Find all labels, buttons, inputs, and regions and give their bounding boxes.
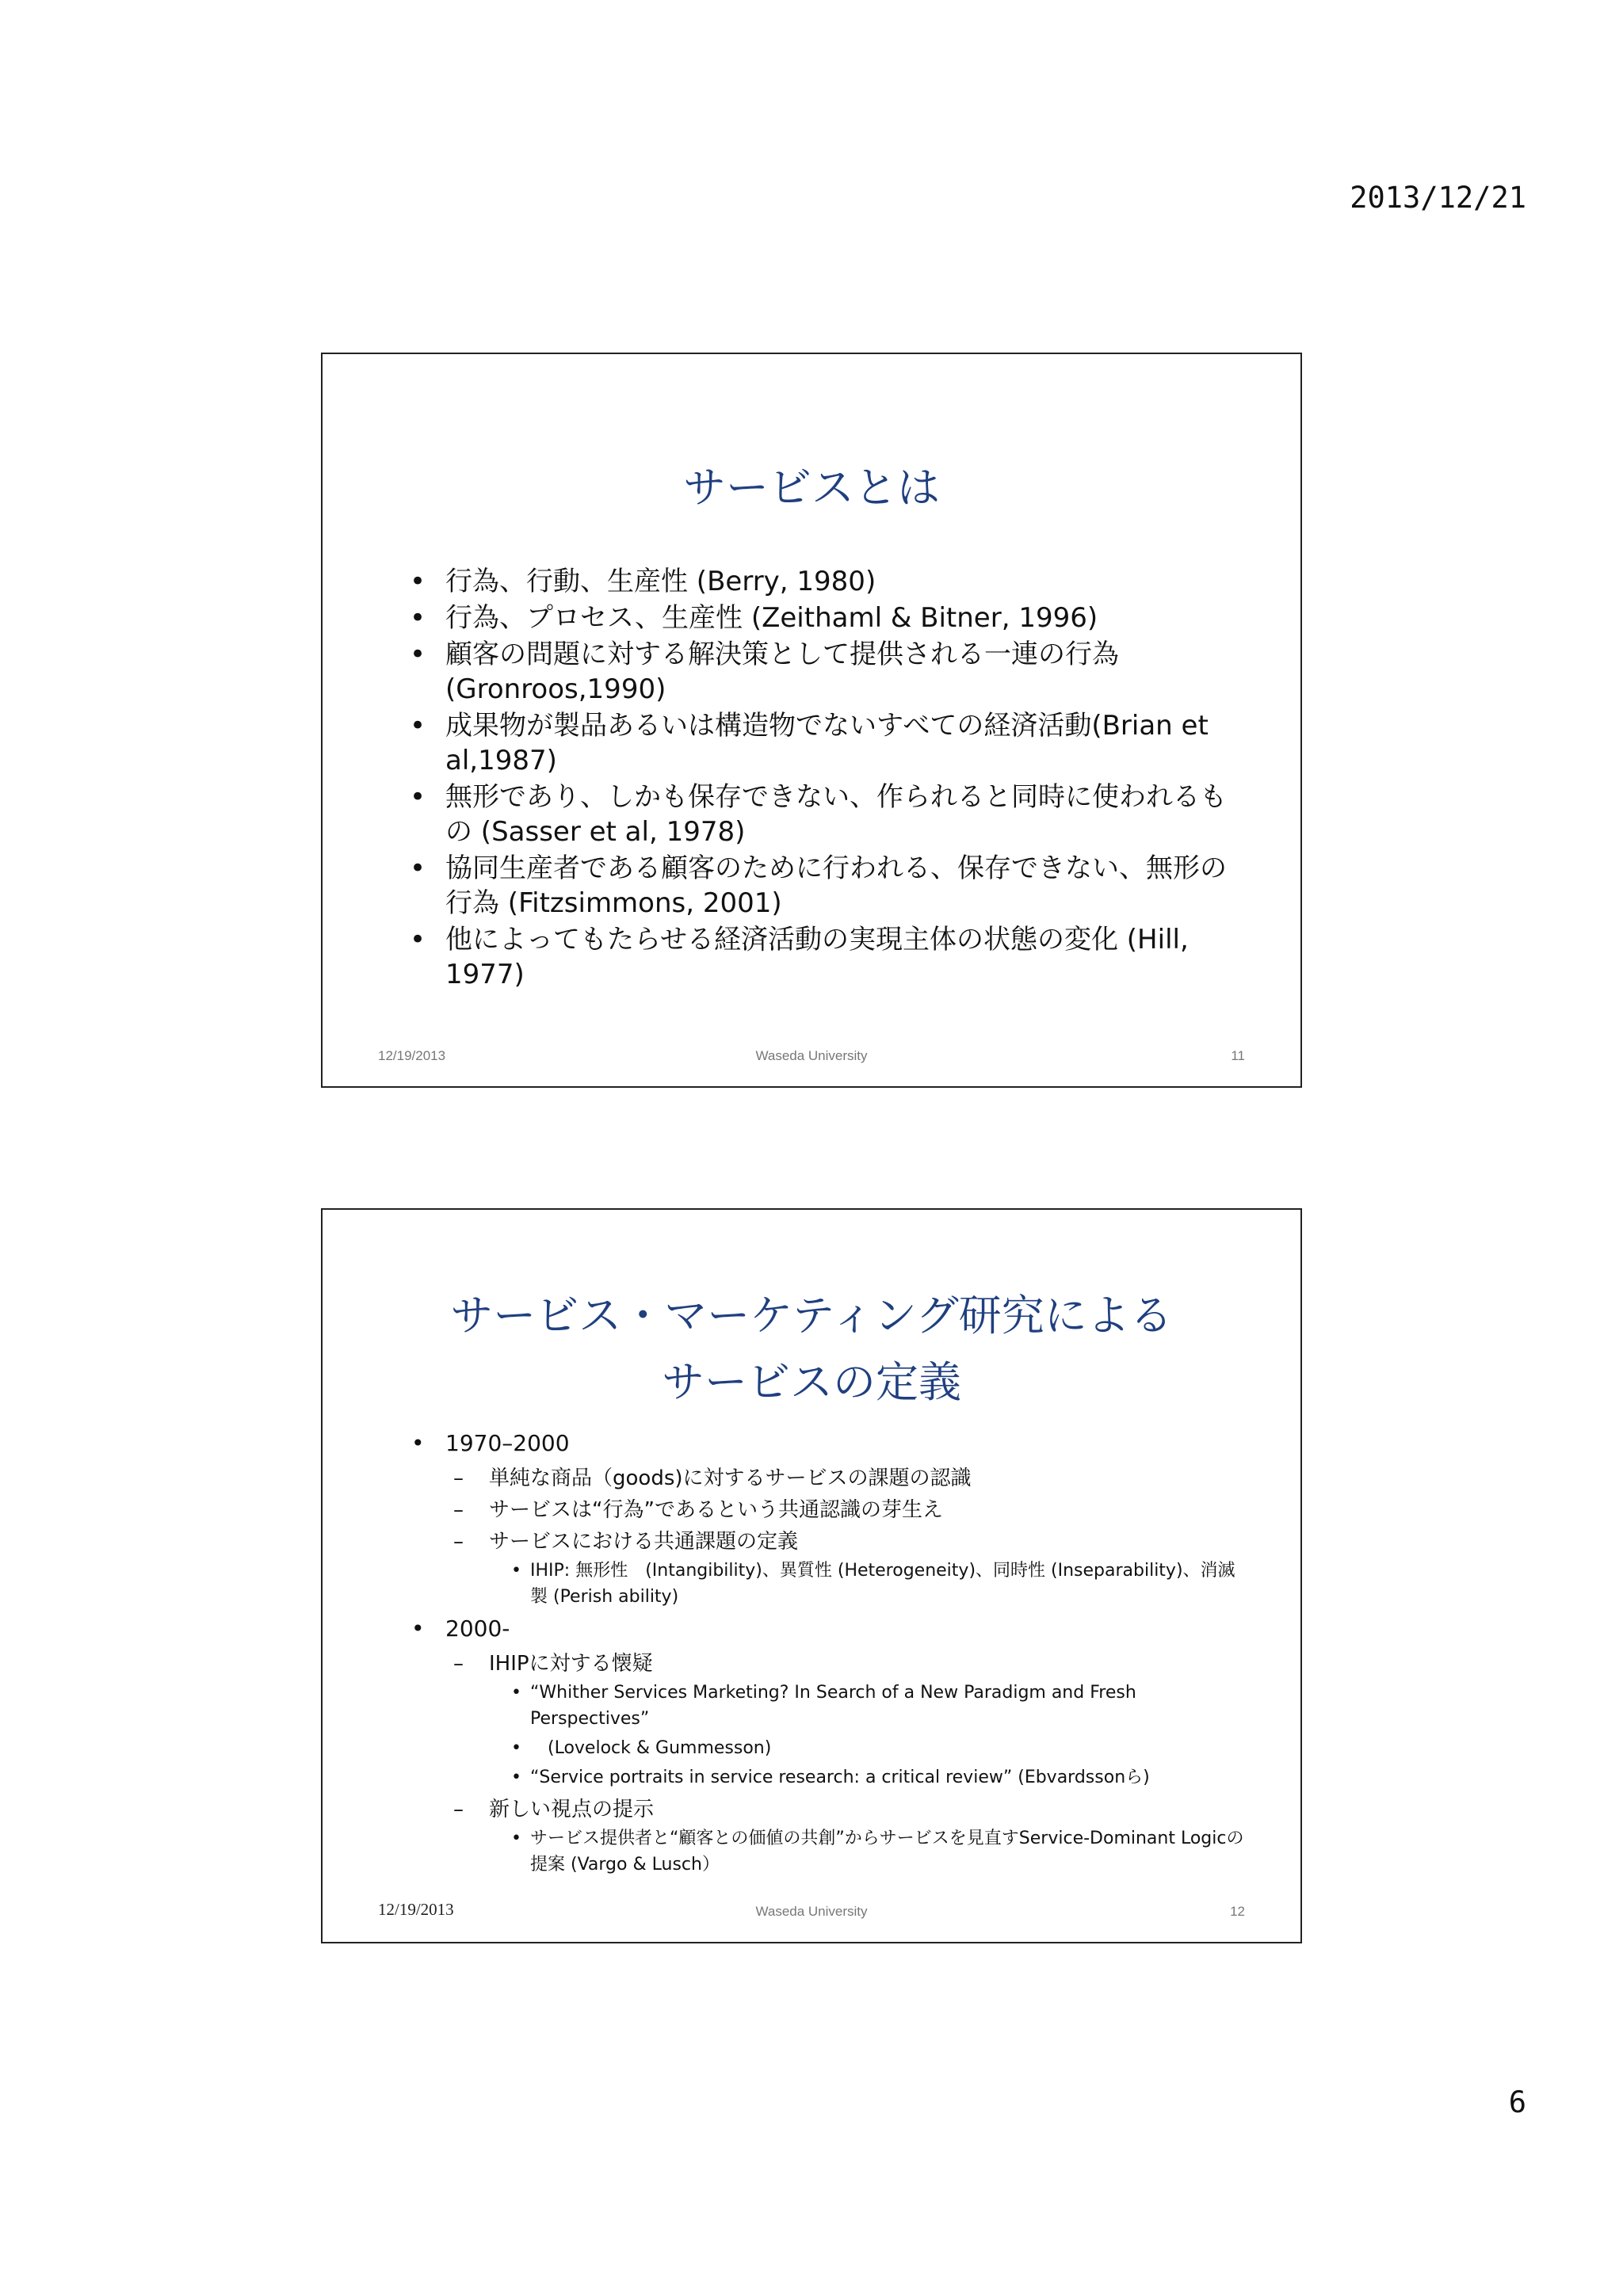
detail-list (489, 1558, 1245, 1610)
slide-footer-organization: Waseda University (755, 1048, 868, 1063)
sub-list (445, 1463, 1245, 1610)
sub-item (445, 1648, 1245, 1791)
page-date: 2013/12/21 (1350, 181, 1526, 215)
slide-title-line: サービスの定義 (662, 1357, 961, 1407)
slide-title: サービスとは (683, 463, 940, 513)
sub-item-label: IHIPに対する懐疑 (489, 1652, 653, 1676)
sub-item (445, 1794, 1245, 1878)
bullet-item: • 成果物が製品あるいは構造物でないすべての経済活動(Brian et al,1987) (402, 708, 1237, 778)
sub-list (445, 1648, 1245, 1878)
slide-footer-number: 11 (1231, 1048, 1245, 1063)
period-label: 2000- (445, 1615, 510, 1642)
sub-item-label: サービスにおける共通課題の定義 (489, 1530, 799, 1554)
detail-item: • サービス提供者と“顧客との価値の共創”からサービスを見直すService-Dominant Logicの提案 (Vargo & Lusch） (489, 1825, 1245, 1878)
detail-list (489, 1825, 1245, 1878)
bullet-item: • 他によってもたらせる経済活動の実現主体の状態の変化 (Hill, 1977) (402, 922, 1237, 992)
detail-item: • “Service portraits in service research: a critical review” (Ebvardssonら) (489, 1764, 1245, 1791)
slide-footer-number: 12 (1230, 1904, 1245, 1919)
period-item (402, 1428, 1245, 1610)
slide-12 (321, 1208, 1302, 1943)
period-label: 1970–2000 (445, 1430, 570, 1456)
sub-item (445, 1494, 1245, 1526)
detail-item: • (Lovelock & Gummesson) (489, 1735, 1245, 1761)
period-item (402, 1613, 1245, 1878)
sub-item-label: サービスは“行為”であるという共通認識の芽生え (489, 1498, 943, 1522)
slide-footer-organization: Waseda University (755, 1904, 868, 1919)
sub-item (445, 1526, 1245, 1610)
bullet-list (402, 564, 1237, 994)
slide-title (323, 1283, 1300, 1416)
sub-item (445, 1463, 1245, 1494)
bullet-item: • 無形であり、しかも保存できない、作られると同時に使われるもの (Sasser et al, 1978) (402, 780, 1237, 849)
bullet-item: • 協同生産者である顧客のために行われる、保存できない、無形の行為 (Fitzsimmons, 2001) (402, 851, 1237, 921)
sub-item-label: 単純な商品（goods)に対するサービスの課題の認識 (489, 1466, 972, 1490)
detail-item: • “Whither Services Marketing? In Search of a New Paradigm and Fresh Perspectives” (489, 1680, 1245, 1732)
detail-list (489, 1680, 1245, 1791)
sub-item-label: 新しい視点の提示 (489, 1798, 655, 1821)
detail-item: • IHIP: 無形性 (Intangibility)、異質性 (Heterogeneity)、同時性 (Inseparability)、消滅製 (Perish ability) (489, 1558, 1245, 1610)
slide-footer-date: 12/19/2013 (378, 1900, 454, 1919)
slide-11 (321, 353, 1302, 1088)
bullet-item: • 行為、行動、生産性 (Berry, 1980) (402, 564, 1237, 599)
slide-title-line: サービス・マーケティング研究による (450, 1291, 1173, 1341)
bullet-item: • 行為、プロセス、生産性 (Zeithaml & Bitner, 1996) (402, 601, 1237, 635)
slide-footer-date: 12/19/2013 (378, 1048, 446, 1063)
bullet-item: • 顧客の問題に対する解決策として提供される一連の行為 (Gronroos,1990) (402, 637, 1237, 707)
outline-list (402, 1428, 1245, 1881)
page-number: 6 (1508, 2085, 1526, 2119)
